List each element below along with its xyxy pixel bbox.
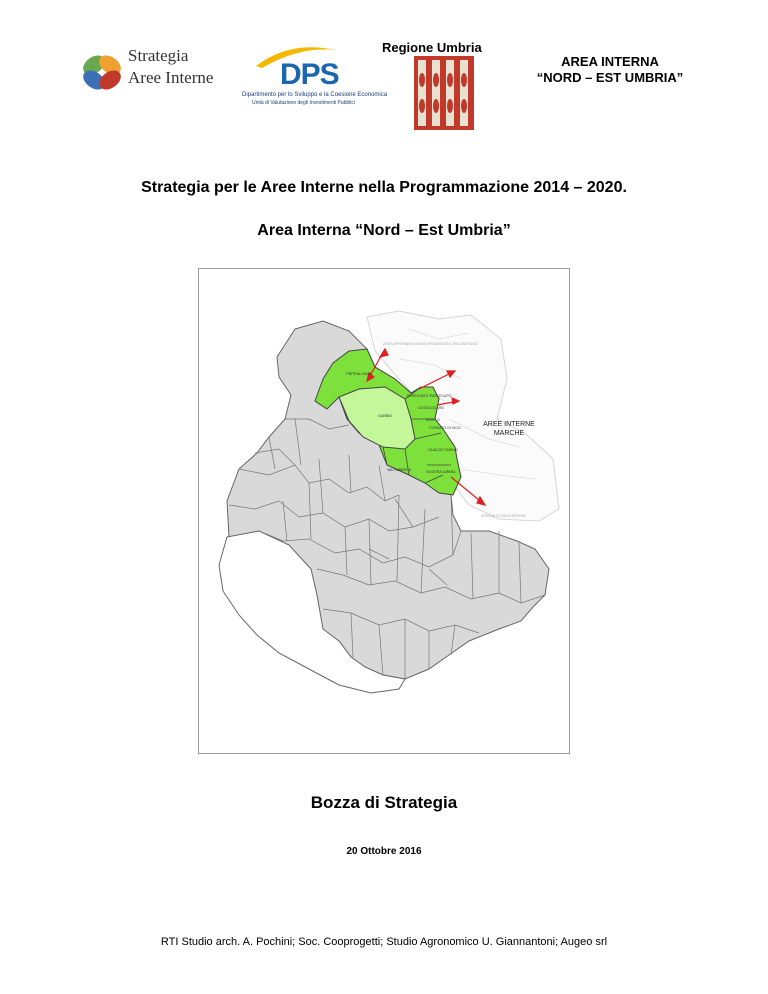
dps-logo-subtitle: Dipartimento per lo Sviluppo e la Coesione Economica xyxy=(242,92,388,98)
map-label-fossato: FOSSATO DI VICO xyxy=(429,426,461,430)
map-label-gubbio: GUBBIO xyxy=(378,414,392,418)
map-label-scheggia: SCHEGGIA E PASCELUPO xyxy=(406,394,452,398)
umbria-map xyxy=(199,269,571,755)
map-frame xyxy=(198,268,570,754)
dps-logo-letters: DPS xyxy=(280,58,339,91)
map-label-bottom-area: AREA ALTO MACERATESE xyxy=(481,514,526,518)
sub-title: Area Interna “Nord – Est Umbria” xyxy=(257,222,511,239)
map-label-marche-line1: AREE INTERNE xyxy=(483,421,535,428)
sai-logo-line1: Strategia xyxy=(128,46,189,65)
map-label-pietralunga: PIETRALUNGA xyxy=(346,372,372,376)
leaf-logo-icon xyxy=(80,50,124,94)
map-label-costacciaro: COSTACCIARO xyxy=(417,406,445,410)
map-label-sigillo: SIGILLO xyxy=(426,418,440,422)
area-header xyxy=(510,54,710,86)
sai-logo-line2: Aree Interne xyxy=(128,68,214,87)
main-title: Strategia per le Aree Interne nella Programmazione 2014 – 2020. xyxy=(141,179,627,196)
draft-title: Bozza di Strategia xyxy=(310,793,458,812)
map-label-nocera: NOCERA UMBRA xyxy=(426,470,456,474)
document-date: 20 Ottobre 2016 xyxy=(346,846,422,857)
area-header-line1: AREA INTERNA xyxy=(561,54,659,69)
region-title: Regione Umbria xyxy=(382,40,482,55)
regione-umbria-emblem xyxy=(414,56,474,130)
dps-logo xyxy=(240,44,388,110)
map-label-top-area: AREA APPENNINO BASSO PESARESE E ANCONETANO xyxy=(383,342,478,346)
map-label-valfabbrica: VALFABBRICA xyxy=(386,468,412,472)
strategia-aree-interne-logo xyxy=(80,44,228,100)
map-label-gualdo: GUALDO TADINO xyxy=(428,448,458,452)
area-header-line2: “NORD – EST UMBRIA” xyxy=(536,70,684,85)
map-label-marche-line2: MARCHE xyxy=(493,430,525,437)
dps-logo-subtitle-2: Unità di Valutazione degli Investimenti Pubblici xyxy=(252,100,356,106)
footer-credits: RTI Studio arch. A. Pochini; Soc. Cooprogetti; Studio Agronomico U. Giannantoni; Augeo srl xyxy=(160,936,608,948)
